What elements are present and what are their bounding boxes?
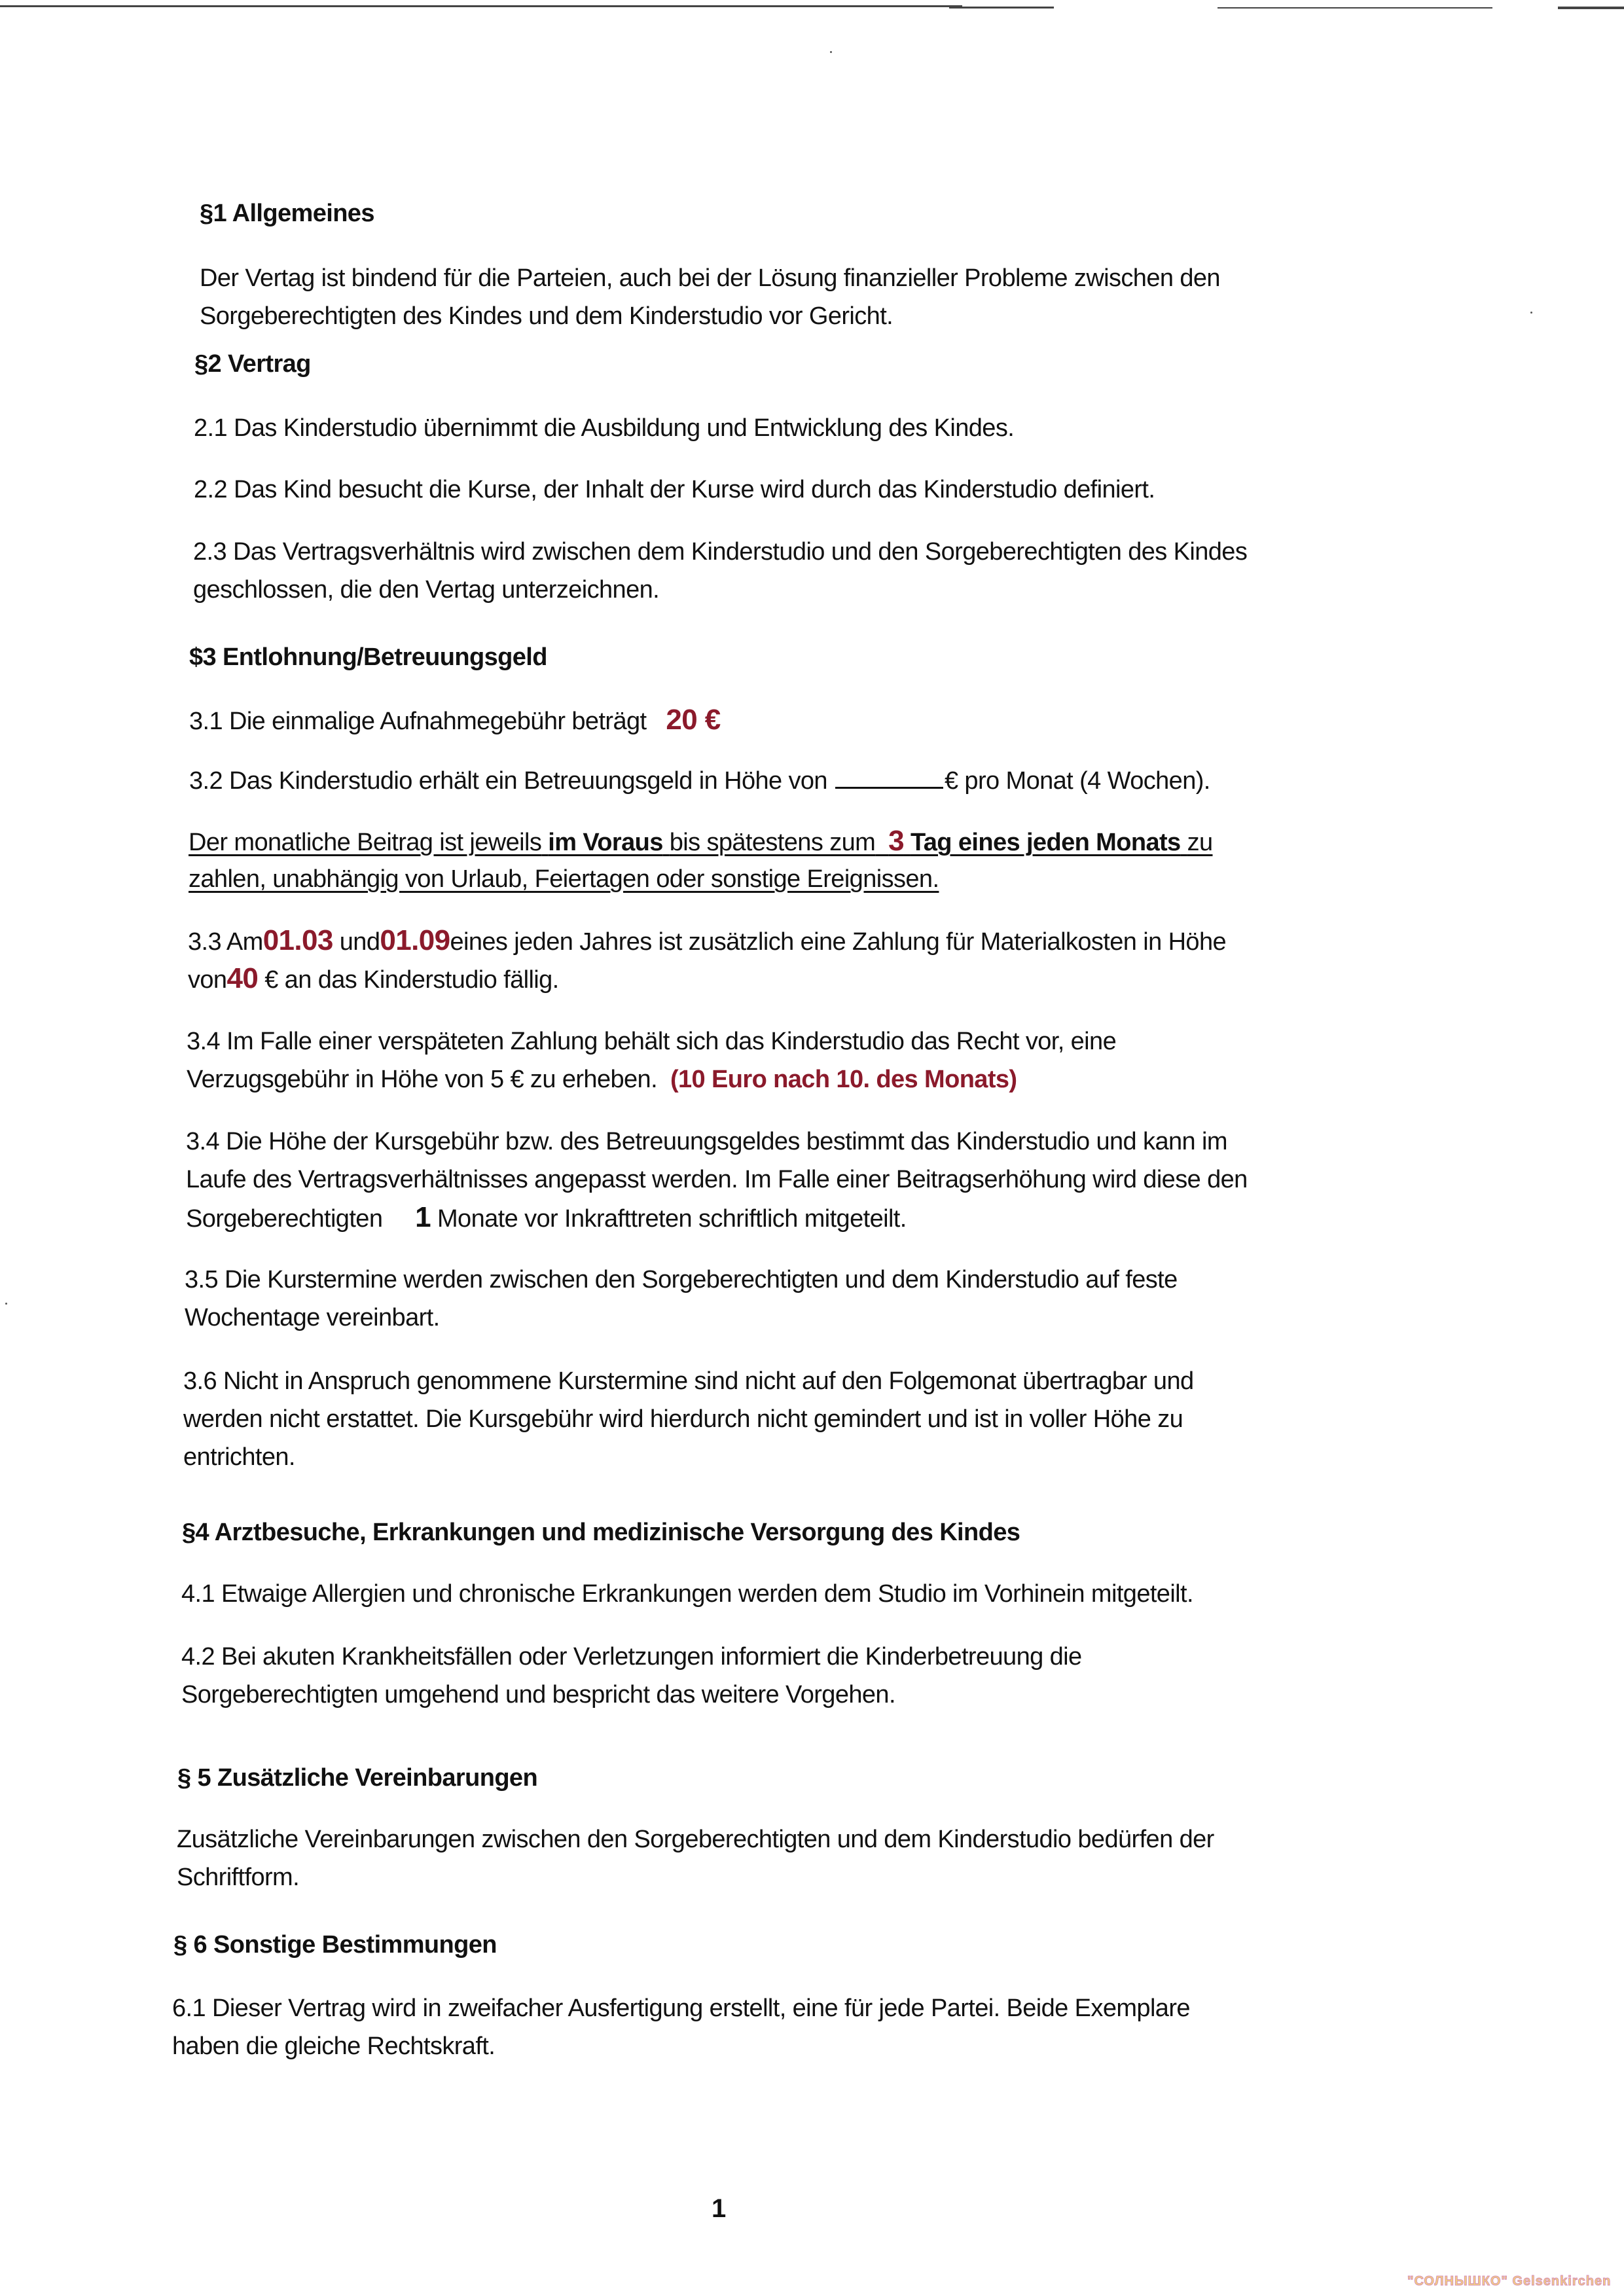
page-number: 1 (712, 2194, 727, 2223)
section-heading-6: § 6 Sonstige Bestimmungen (173, 1931, 497, 1959)
clause-3-3-text: 3.3 Am (188, 928, 263, 956)
notice-months-value: 1 (415, 1201, 431, 1233)
payment-note-line: zahlen, unabhängig von Urlaub, Feiertagen oder sonstige Ereignissen. (189, 865, 939, 893)
late-fee-note: (10 Euro nach 10. des Monats) (670, 1066, 1017, 1093)
payment-due-day: 3 (888, 825, 904, 857)
watermark: "СОЛНЫШКО" Gelsenkirchen (1407, 2274, 1612, 2288)
clause-6-1-line: haben die gleiche Rechtskraft. (172, 2033, 496, 2060)
section-heading-4: §4 Arztbesuche, Erkrankungen und medizinische Versorgung des Kindes (182, 1519, 1020, 1546)
scan-border-top (0, 0, 1624, 13)
clause-3-4-fee-line (186, 1202, 907, 1234)
clause-2-3-line: 2.3 Das Vertragsverhältnis wird zwischen dem Kinderstudio und den Sorgeberechtigten des Kindes (193, 538, 1248, 566)
material-fee-date-2: 01.09 (380, 924, 450, 956)
clause-3-4-fee-line: Laufe des Vertragsverhältnisses angepasst werden. Im Falle einer Beitragserhöhung wird diese den (186, 1166, 1248, 1193)
clause-2-3-line: geschlossen, die den Vertag unterzeichnen. (193, 576, 660, 604)
scan-speck (1530, 312, 1532, 314)
payment-note-line (189, 826, 1213, 858)
payment-note-text: zu (1187, 829, 1213, 856)
clause-3-4-late-line: 3.4 Im Falle einer verspäteten Zahlung behält sich das Kinderstudio das Recht vor, eine (187, 1028, 1117, 1055)
clause-3-1-text: 3.1 Die einmalige Aufnahmegebühr beträgt (189, 708, 647, 735)
section-heading-5: § 5 Zusätzliche Vereinbarungen (177, 1764, 538, 1792)
clause-3-2-text: 3.2 Das Kinderstudio erhält ein Betreuungsgeld in Höhe von (189, 767, 827, 795)
clause-3-3-line (188, 926, 1226, 957)
clause-3-6-line: entrichten. (183, 1443, 295, 1471)
section-5-line: Schriftform. (177, 1864, 300, 1891)
clause-3-3-text: von (188, 966, 227, 994)
scan-line (1218, 7, 1492, 9)
clause-3-2 (189, 766, 1210, 796)
clause-3-3-text: und (339, 928, 380, 956)
material-fee-date-1: 01.03 (262, 924, 333, 956)
section-heading-2: §2 Vertrag (194, 350, 311, 378)
clause-4-2-line: 4.2 Bei akuten Krankheitsfällen oder Verletzungen informiert die Kinderbetreuung die (181, 1643, 1082, 1671)
scan-line (1558, 7, 1624, 9)
paragraph-line: Der Vertag ist bindend für die Parteien, auch bei der Lösung finanzieller Probleme zwischen den (200, 264, 1220, 292)
clause-3-6-line: 3.6 Nicht in Anspruch genommene Kurstermine sind nicht auf den Folgemonat übertragbar und (183, 1367, 1194, 1395)
clause-3-4-text: Monate vor Inkrafttreten schriftlich mitgeteilt. (437, 1205, 907, 1233)
clause-2-1: 2.1 Das Kinderstudio übernimmt die Ausbildung und Entwicklung des Kindes. (194, 414, 1015, 442)
clause-3-5-line: 3.5 Die Kurstermine werden zwischen den Sorgeberechtigten und dem Kinderstudio auf feste (185, 1266, 1178, 1293)
paragraph-line: Sorgeberechtigten des Kindes und dem Kinderstudio vor Gericht. (200, 302, 893, 330)
payment-note-emphasis: Tag eines jeden Monats (910, 829, 1181, 856)
scan-speck (830, 51, 832, 53)
clause-3-5-line: Wochentage vereinbart. (185, 1304, 440, 1331)
scan-line (949, 7, 1054, 9)
section-heading-1: §1 Allgemeines (200, 200, 374, 227)
clause-3-4-fee-line: 3.4 Die Höhe der Kursgebühr bzw. des Betreuungsgeldes bestimmt das Kinderstudio und kann im (186, 1128, 1227, 1155)
clause-3-6-line: werden nicht erstattet. Die Kursgebühr wird hierdurch nicht gemindert und ist in voller Höhe zu (183, 1405, 1183, 1433)
clause-3-4-text: Verzugsgebühr in Höhe von 5 € zu erheben. (187, 1066, 658, 1093)
clause-6-1-line: 6.1 Dieser Vertrag wird in zweifacher Ausfertigung erstellt, eine für jede Partei. Beide Exemplare (172, 1995, 1190, 2022)
section-heading-3: $3 Entlohnung/Betreuungsgeld (189, 643, 547, 671)
scan-speck (5, 1303, 7, 1305)
clause-3-3-text: eines jeden Jahres ist zusätzlich eine Zahlung für Materialkosten in Höhe (450, 928, 1227, 956)
registration-fee-value: 20 € (666, 704, 721, 736)
clause-3-1 (189, 705, 721, 736)
payment-note-emphasis: im Voraus (548, 829, 663, 856)
monthly-fee-blank-field[interactable] (835, 767, 943, 789)
scan-line (0, 5, 962, 7)
clause-3-4-late-line (187, 1064, 1017, 1094)
clause-3-2-suffix: € pro Monat (4 Wochen). (944, 767, 1210, 795)
clause-2-2: 2.2 Das Kind besucht die Kurse, der Inhalt der Kurse wird durch das Kinderstudio definiert. (194, 476, 1155, 503)
clause-4-2-line: Sorgeberechtigten umgehend und bespricht das weitere Vorgehen. (181, 1681, 895, 1708)
section-5-line: Zusätzliche Vereinbarungen zwischen den Sorgeberechtigten und dem Kinderstudio bedürfen der (177, 1826, 1214, 1853)
clause-3-3-text: € an das Kinderstudio fällig. (264, 966, 559, 994)
material-fee-amount: 40 (226, 962, 259, 994)
payment-note-text: bis spätestens zum (669, 829, 876, 856)
clause-4-1: 4.1 Etwaige Allergien und chronische Erkrankungen werden dem Studio im Vorhinein mitgeteilt. (181, 1580, 1193, 1608)
clause-3-3-line (188, 964, 559, 995)
payment-note-text: Der monatliche Beitrag ist jeweils (189, 829, 542, 856)
clause-3-4-text: Sorgeberechtigten (186, 1205, 383, 1233)
